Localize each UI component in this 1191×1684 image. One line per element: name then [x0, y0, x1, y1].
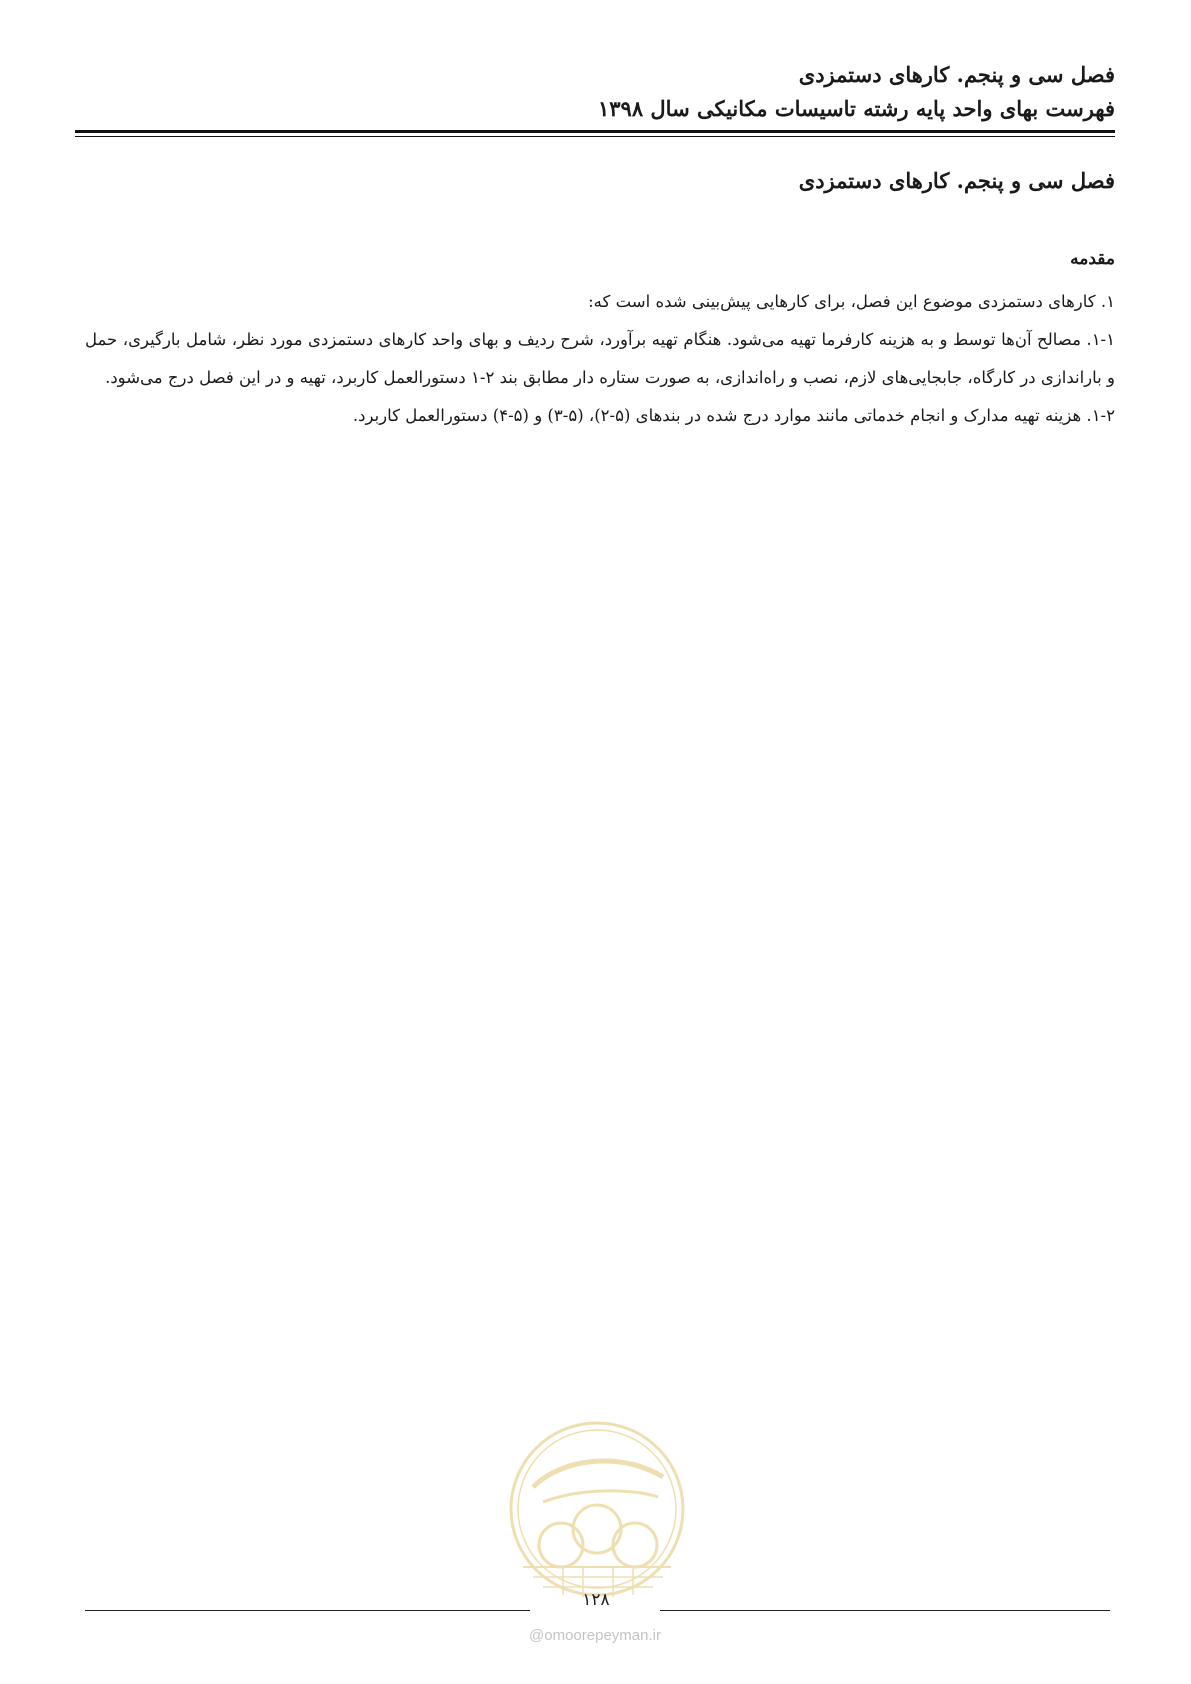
page-number: ۱۲۸ — [582, 1590, 610, 1610]
watermark-logo — [503, 1417, 691, 1607]
chapter-title: فصل سی و پنجم. کارهای دستمزدی — [798, 168, 1115, 193]
watermark-url: @omoorepeyman.ir — [529, 1627, 661, 1644]
header-divider-thick — [75, 130, 1115, 133]
footer-rule-left — [85, 1610, 530, 1611]
paragraph-1-1: ۱-۱. مصالح آن‌ها توسط و به هزینه کارفرما تهیه می‌شود. هنگام تهیه برآورد، شرح ردیف و بهای واحد کارهای دستمزدی مورد نظر، شامل بارگیری، حمل و باراندازی در کارگاه، جابجایی‌های لازم، نصب و راه‌اندازی، به صورت ستاره دار مطابق بند ۲-۱ دستورالعمل کاربرد، تهیه و در این فصل درج می‌شود. — [85, 330, 1115, 387]
footer-rule-right — [660, 1610, 1110, 1611]
header-chapter-title: فصل سی و پنجم. کارهای دستمزدی — [798, 62, 1115, 87]
header-document-title: فهرست بهای واحد پایه رشته تاسیسات مکانیکی سال ۱۳۹۸ — [597, 96, 1115, 121]
paragraph-1: ۱. کارهای دستمزدی موضوع این فصل، برای کارهایی پیش‌بینی شده است که: — [588, 292, 1115, 311]
section-heading: مقدمه — [1070, 249, 1115, 269]
section-body — [85, 283, 1115, 435]
paragraph-1-2: ۱-۲. هزینه تهیه مدارک و انجام خدماتی مانند موارد درج شده در بندهای (۵-۲)، (۵-۳) و (۵-۴) دستورالعمل کاربرد. — [352, 406, 1115, 425]
header-divider-thin — [75, 136, 1115, 137]
page-header — [75, 58, 1115, 126]
